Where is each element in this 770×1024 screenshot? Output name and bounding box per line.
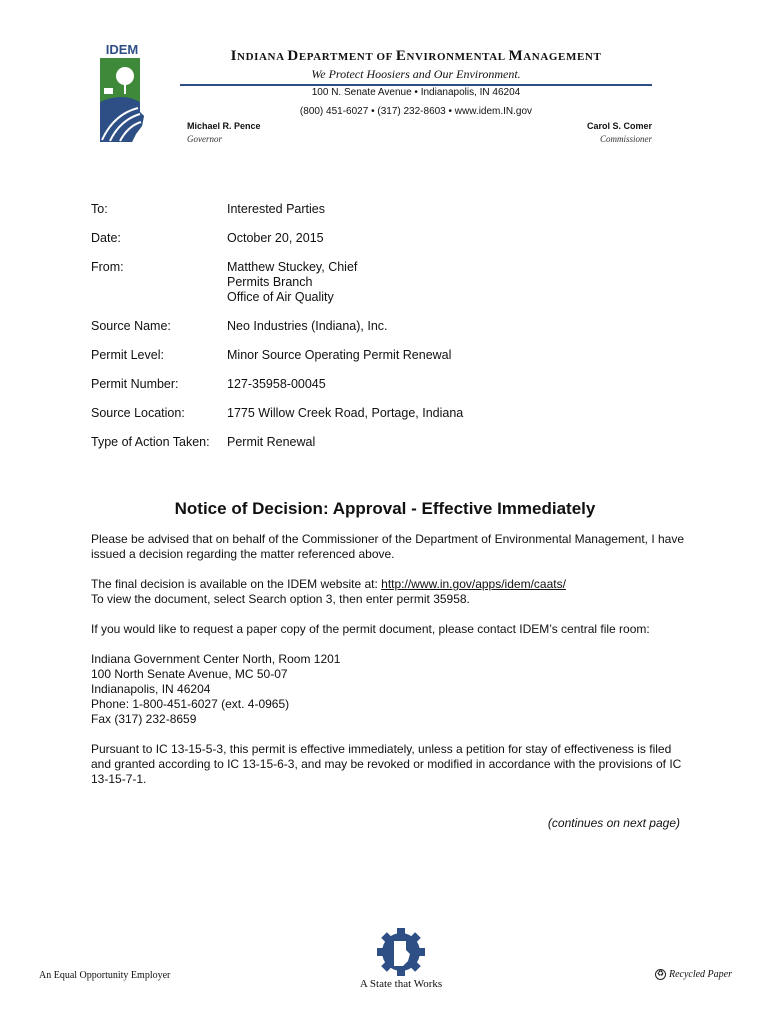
action-value: Permit Renewal [227, 435, 316, 449]
memo-row-permit-number [91, 377, 463, 392]
to-value: Interested Parties [227, 202, 325, 216]
source-location-value: 1775 Willow Creek Road, Portage, Indiana [227, 406, 464, 420]
date-value: October 20, 2015 [227, 231, 324, 245]
file-room-line: Fax (317) 232-8659 [91, 712, 197, 726]
caats-link[interactable]: http://www.in.gov/apps/idem/caats/ [381, 577, 566, 591]
permit-number-value: 127-35958-00045 [227, 377, 326, 391]
commissioner-name: Carol S. Comer [586, 121, 652, 131]
memo-row-permit-level [91, 348, 463, 363]
from-value: Matthew Stuckey, Chief Permits Branch Office of Air Quality [227, 260, 358, 304]
file-room-line: 100 North Senate Avenue, MC 50-07 [91, 667, 288, 681]
memo-block [91, 202, 463, 464]
memo-row-source-location [91, 406, 463, 421]
letterhead-rule [180, 84, 652, 86]
to-label: To: [91, 202, 108, 216]
file-room-address [91, 652, 691, 727]
state-slogan: A State that Works [359, 978, 443, 990]
address-line-2: (800) 451-6027 • (317) 232-8603 • www.idem.IN.gov [299, 106, 533, 117]
notice-heading: Notice of Decision: Approval - Effective Immediately [174, 499, 596, 518]
notice-paragraph-3: If you would like to request a paper copy of the permit document, please contact IDEM’s central file room: [91, 622, 650, 636]
source-name-value: Neo Industries (Indiana), Inc. [227, 319, 388, 333]
memo-row-source-name [91, 319, 463, 334]
notice-paragraph-4: Pursuant to IC 13-15-5-3, this permit is effective immediately, unless a petition for stay of effectiveness is filed and granted according to IC 13-15-6-3, and may be revoked or modified in accordance with the provisions of IC 13-15-7-1. [91, 742, 682, 786]
action-label: Type of Action Taken: [91, 435, 210, 449]
permit-level-value: Minor Source Operating Permit Renewal [227, 348, 452, 362]
equal-opportunity-text: An Equal Opportunity Employer [39, 970, 171, 981]
notice-paragraph-2 [91, 577, 691, 607]
recycled-paper-note [655, 969, 732, 980]
memo-row-action [91, 435, 463, 450]
address-line-1: 100 N. Senate Avenue • Indianapolis, IN 46204 [311, 87, 521, 98]
continues-note: (continues on next page) [547, 816, 680, 830]
permit-level-label: Permit Level: [91, 348, 164, 362]
permit-number-label: Permit Number: [91, 377, 179, 391]
file-room-line: Indiana Government Center North, Room 1201 [91, 652, 341, 666]
recycled-text: Recycled Paper [668, 969, 732, 980]
memo-row-date [91, 231, 463, 246]
notice-paragraph-1: Please be advised that on behalf of the Commissioner of the Department of Environmental Management, I have issued a decision regarding the matter referenced above. [91, 532, 685, 561]
file-room-line: Indianapolis, IN 46204 [91, 682, 211, 696]
memo-row-from [91, 260, 463, 305]
state-that-works-logo [356, 928, 446, 990]
source-name-label: Source Name: [91, 319, 171, 333]
notice-body [91, 532, 691, 802]
website-intro: The final decision is available on the IDEM website at: [91, 577, 382, 591]
commissioner-title: Commissioner [599, 134, 652, 144]
view-instructions: To view the document, select Search option 3, then enter permit 35958. [91, 592, 470, 606]
agency-name: INDIANA DEPARTMENT OF ENVIRONMENTAL MANAGEMENT [230, 48, 602, 64]
idem-logo-text: IDEM [105, 42, 139, 57]
date-label: Date: [91, 231, 121, 245]
governor-title: Governor [187, 134, 222, 144]
from-label: From: [91, 260, 124, 274]
memo-row-to [91, 202, 463, 217]
source-location-label: Source Location: [91, 406, 185, 420]
agency-motto: We Protect Hoosiers and Our Environment. [311, 67, 521, 81]
idem-logo [92, 42, 152, 146]
file-room-line: Phone: 1-800-451-6027 (ext. 4-0965) [91, 697, 290, 711]
governor-name: Michael R. Pence [187, 121, 261, 131]
recycle-icon: ♻ [656, 969, 665, 978]
